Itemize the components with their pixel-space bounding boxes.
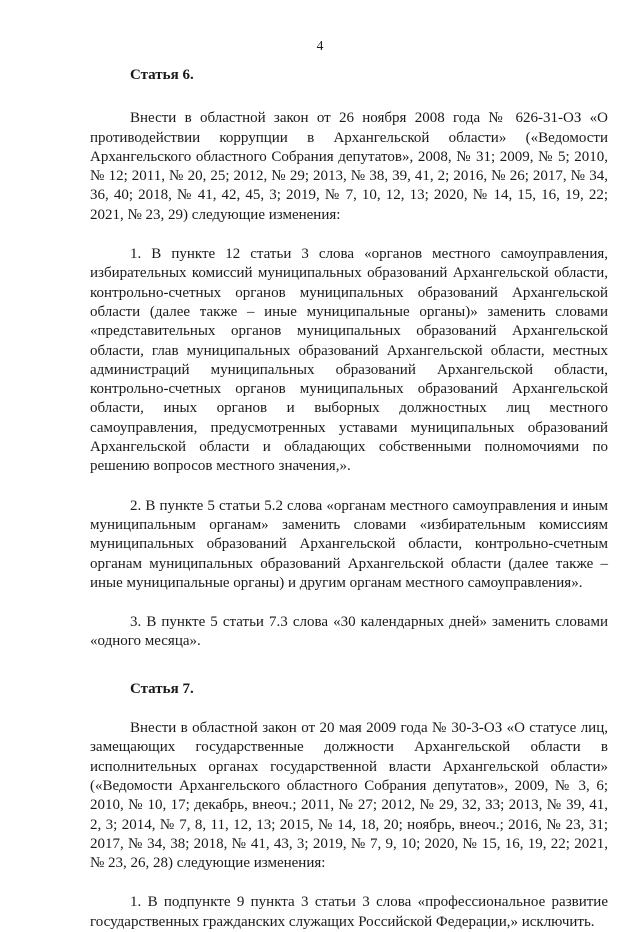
article-7-intro: Внести в областной закон от 20 мая 2009 года № 30-3-ОЗ «О статусе лиц, замещающих государственные должности Архангельской области в исполнительных органах государственной власти Архангельской области» («Ведомости Архангельского областного Собрания депутатов», 2009, № 3, 6; 2010, № 10, 17; декабрь, внеоч.; 2011, № 27; 2012, № 29, 32, 33; 2013, № 39, 41, 2, 3; 2014, № 7, 8, 11, 12, 13; 2015, № 14, 18, 20; ноябрь, внеоч.; 2016, № 23, 31; 2017, № 34, 38; 2018, № 41, 43, 3; 2019, № 7, 9, 10; 2020, № 15, 16, 19, 22; 2021, № 23, 26, 28) следующие изменения: [90, 720, 608, 872]
article-7-item-1: 1. В подпункте 9 пункта 3 статьи 3 слова «профессиональное развитие государственных гражданских служащих Российской Федерации,» исключить. [90, 894, 608, 930]
article-6-item-2: 2. В пункте 5 статьи 5.2 слова «органам местного самоуправления и иным муниципальным органам» заменить словами «избирательным комиссиям муниципальных образований Архангельской области, контрольно-счетным органам муниципальных образований Архангельской области (далее также – иные муниципальные органы) и другим органам местного самоуправления». [90, 497, 608, 591]
article-7-title: Статья 7. [130, 680, 194, 697]
article-6-item-3: 3. В пункте 5 статьи 7.3 слова «30 календарных дней» заменить словами «одного месяца». [90, 614, 608, 650]
page-number: 4 [316, 38, 324, 53]
article-6-item-1: 1. В пункте 12 статьи 3 слова «органов местного самоуправления, избирательных комиссий муниципальных образований Архангельской области, контрольно-счетных органов муниципальных образований Архангельской области (далее также – иные муниципальные органы)» заменить словами «представительных органов муниципальных образований Архангельской области, глав муниципальных образований Архангельской области, местных администраций муниципальных образований Архангельской области, контрольно-счетных органов муниципальных образований Архангельской области, иных органов и выборных должностных лиц местного самоуправления, предусмотренных уставами муниципальных образований Архангельской области и обладающих собственными полномочиями по решению вопросов местного значения,». [90, 246, 608, 475]
article-6-intro: Внести в областной закон от 26 ноября 2008 года № 626-31-ОЗ «О противодействии коррупции в Архангельской области» («Ведомости Архангельского областного Собрания депутатов», 2008, № 31; 2009, № 5; 2010, № 12; 2011, № 20, 25; 2012, № 29; 2013, № 38, 39, 41, 2; 2016, № 26; 2017, № 34, 36, 40; 2018, № 41, 42, 45, 3; 2019, № 7, 10, 12, 13; 2020, № 14, 15, 16, 19, 22; 2021, № 23, 29) следующие изменения: [90, 110, 608, 223]
article-6-title: Статья 6. [130, 67, 194, 83]
document-body [90, 66, 608, 932]
